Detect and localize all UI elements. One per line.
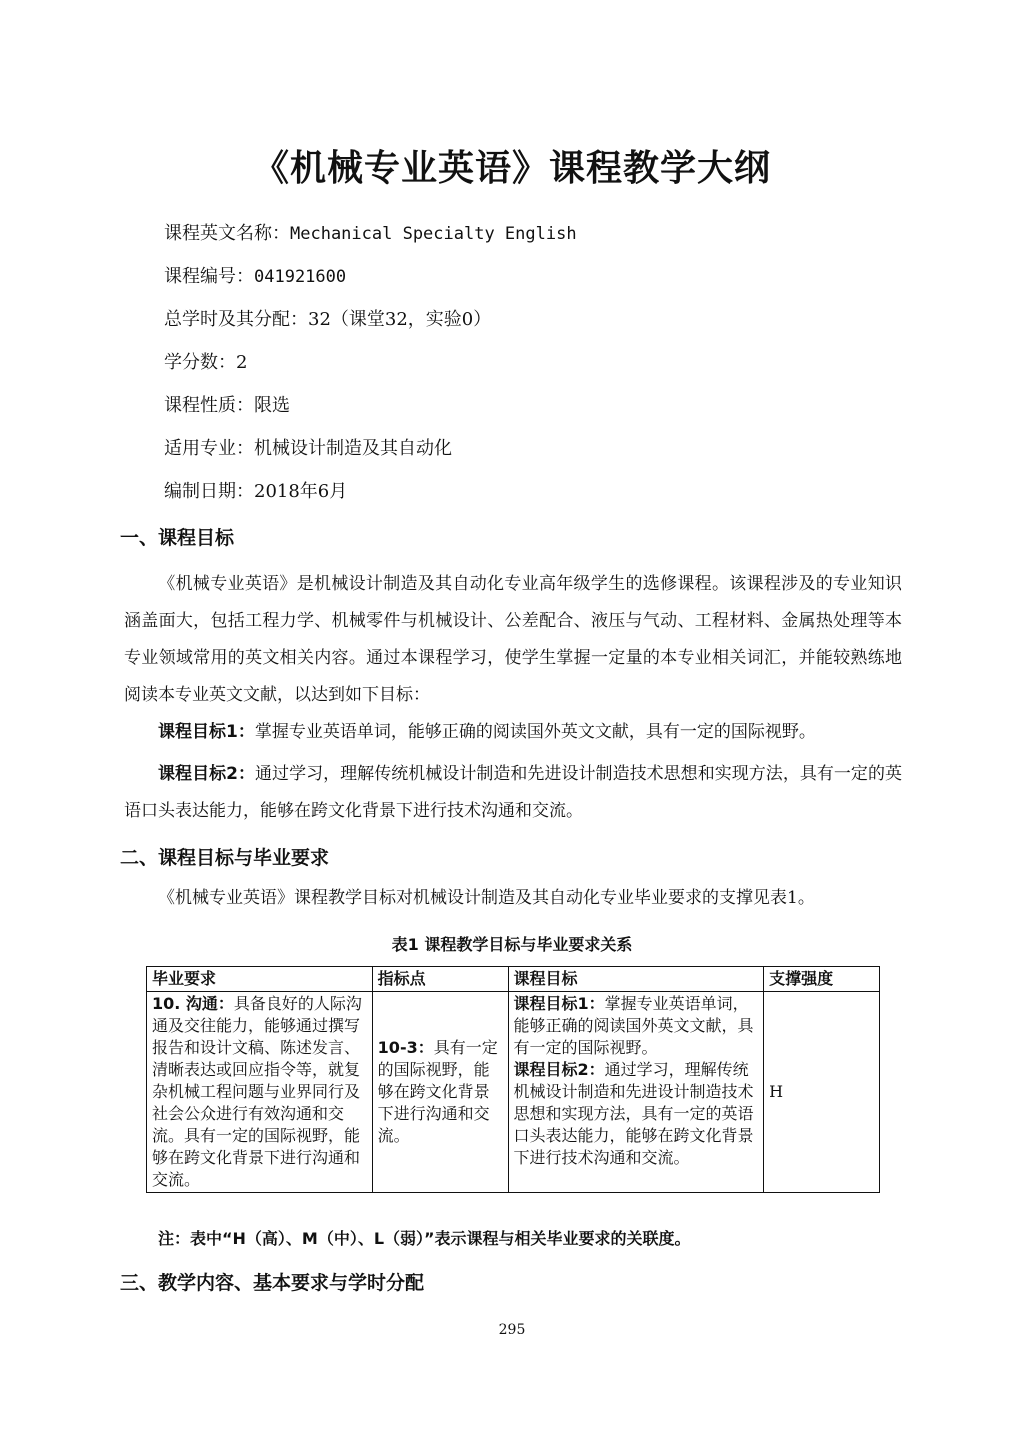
table-caption: 表1 课程教学目标与毕业要求关系 [391,935,633,954]
indicator-label: 10-3： [377,1038,434,1057]
info-label: 课程英文名称： [164,223,290,244]
table-header-row [147,967,880,992]
info-value: 2 [236,352,248,373]
table-note: 注：表中“H（高）、M（中）、L（弱）”表示课程与相关毕业要求的关联度。 [158,1229,691,1248]
cell-strength: H [764,992,880,1193]
info-label: 总学时及其分配： [164,309,308,330]
requirements-table [146,966,880,1193]
info-value: 32（课堂32，实验0） [308,309,492,330]
info-major [164,437,452,461]
table-goal-2 [514,1059,759,1169]
section-heading-2: 二、课程目标与毕业要求 [120,847,330,869]
col-header-requirement: 毕业要求 [147,967,373,992]
info-english-name [164,222,577,246]
info-label: 课程性质： [164,395,254,416]
goal-label: 课程目标2： [158,764,256,784]
cell-course-goals [508,992,764,1193]
page-number: 295 [498,1322,526,1338]
info-nature [164,394,290,418]
info-label: 学分数： [164,352,236,373]
goal-text: 掌握专业英语单词，能够正确的阅读国外英文文献，具有一定的国际视野。 [513,994,754,1057]
course-goal-1 [124,714,902,751]
col-header-course-goal: 课程目标 [508,967,764,992]
col-header-strength: 支撑强度 [764,967,880,992]
section2-intro-text: 《机械专业英语》课程教学目标对机械设计制造及其自动化专业毕业要求的支撑见表1。 [158,888,815,908]
table-row [147,992,880,1193]
goal-label: 课程目标2： [513,1060,605,1079]
info-course-code [164,265,346,289]
section-heading-1: 一、课程目标 [120,527,235,549]
info-value: 限选 [254,395,290,416]
info-label: 编制日期： [164,481,254,502]
goal-text: 通过学习，理解传统机械设计制造和先进设计制造技术思想和实现方法，具有一定的英语口头表达能力，能够在跨文化背景下进行技术沟通和交流。 [513,1060,754,1167]
section2-intro [124,880,902,917]
indicator-text: 具有一定的国际视野，能够在跨文化背景下进行沟通和交流。 [377,1038,498,1145]
info-credits [164,351,247,375]
requirement-text: 具备良好的人际沟通及交往能力，能够通过撰写报告和设计文稿、陈述发言、清晰表达或回应指令等，就复杂机械工程问题与业界同行及社会公众进行有效沟通和交流。具有一定的国际视野，能够在跨文化背景下进行沟通和交流。 [152,994,362,1189]
section-heading-3: 三、教学内容、基本要求与学时分配 [120,1272,425,1294]
requirement-label: 10. 沟通： [152,994,234,1013]
goal-text: 掌握专业英语单词，能够正确的阅读国外英文文献，具有一定的国际视野。 [254,722,816,742]
col-header-indicator: 指标点 [372,967,508,992]
info-value: 机械设计制造及其自动化 [254,438,452,459]
section1-intro-text: 《机械专业英语》是机械设计制造及其自动化专业高年级学生的选修课程。该课程涉及的专业知识涵盖面大，包括工程力学、机械零件与机械设计、公差配合、液压与气动、工程材料、金属热处理等本专业领域常用的英文相关内容。通过本课程学习，使学生掌握一定量的本专业相关词汇，并能较熟练地阅读本专业英文文献，以达到如下目标： [124,574,902,705]
info-value: 2018年6月 [254,481,348,502]
cell-requirement [147,992,373,1193]
table-goal-1 [514,993,759,1059]
course-goal-2 [124,756,902,830]
goal-label: 课程目标1： [513,994,605,1013]
info-value: 041921600 [254,267,347,287]
section1-intro [124,566,902,714]
goal-text: 通过学习，理解传统机械设计制造和先进设计制造技术思想和实现方法，具有一定的英语口头表达能力，能够在跨文化背景下进行技术沟通和交流。 [124,764,902,821]
page-title: 《机械专业英语》课程教学大纲 [252,148,771,189]
info-label: 课程编号： [164,266,254,287]
goal-label: 课程目标1： [158,722,255,742]
info-label: 适用专业： [164,438,254,459]
info-hours [164,308,491,332]
cell-indicator [372,992,508,1193]
info-date [164,480,347,504]
info-value: Mechanical Specialty English [290,224,577,244]
